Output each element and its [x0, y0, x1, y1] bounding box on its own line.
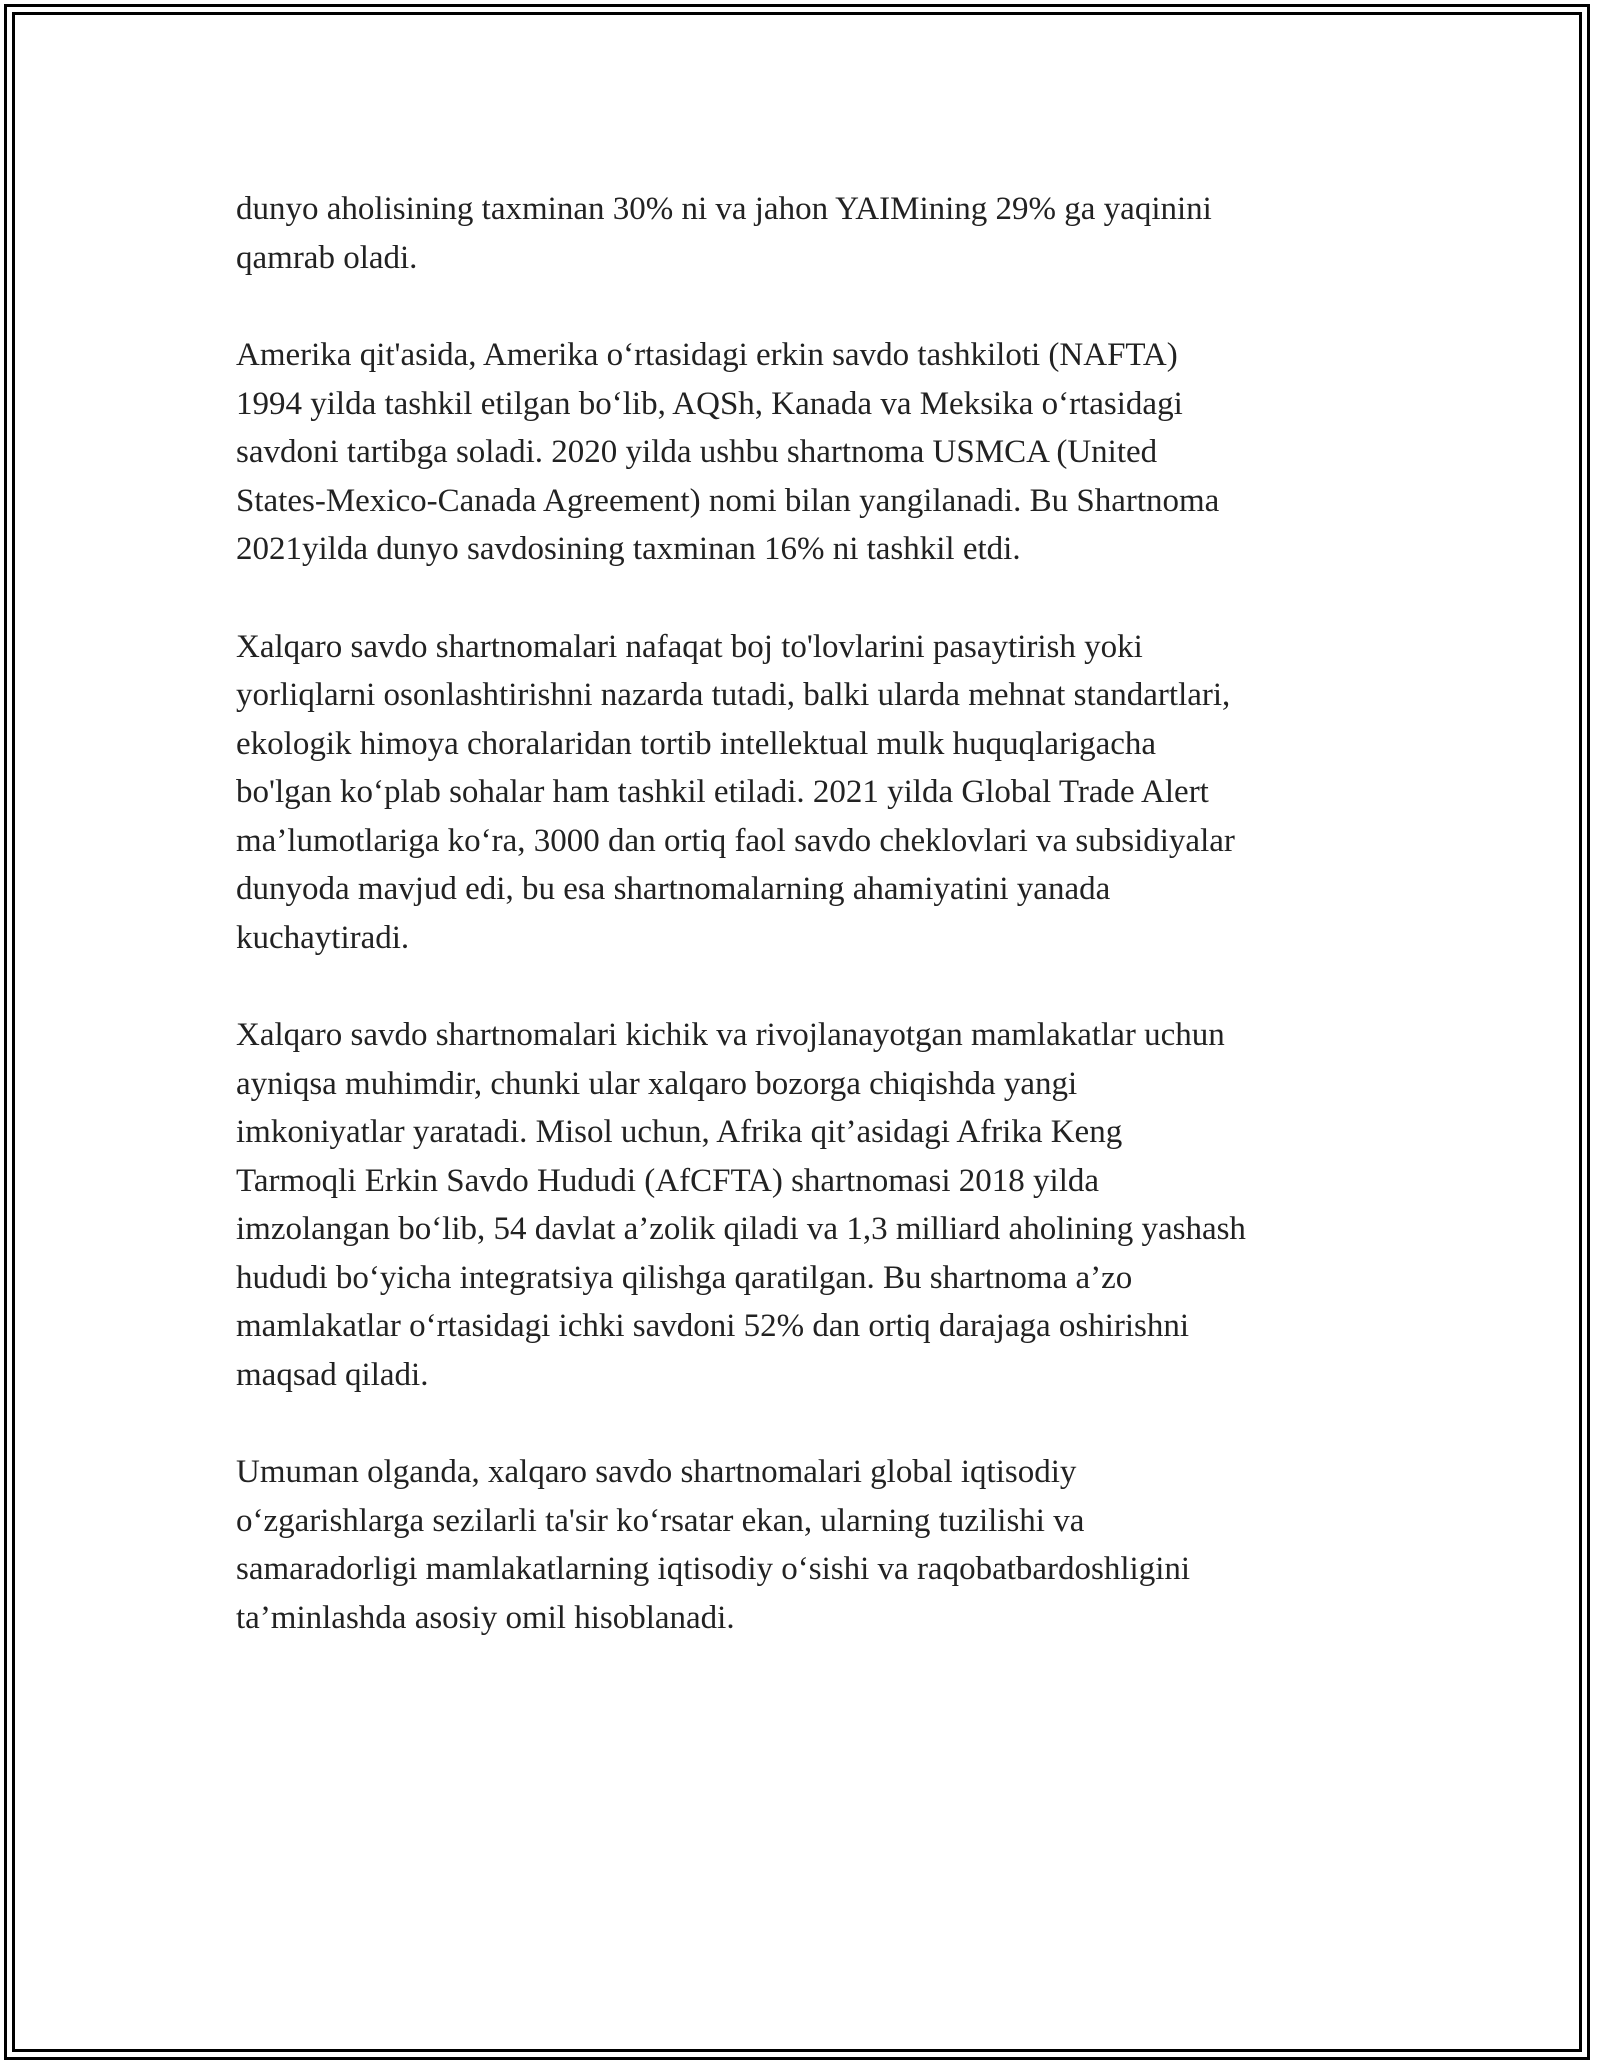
paragraph-line: maqsad qiladi.	[236, 1356, 429, 1393]
paragraph-line: 2021yilda dunyo savdosining taxminan 16% ni tashkil etdi.	[236, 531, 1021, 567]
paragraph-line: ekologik himoya choralaridan tortib intellektual mulk huquqlarigacha	[236, 725, 1157, 762]
paragraph-line: mamlakatlar o‘rtasidagi ichki savdoni 52% dan ortiq darajaga oshirishni	[236, 1308, 1190, 1344]
paragraph-line: imzolangan bo‘lib, 54 davlat a’zolik qiladi va 1,3 milliard aholining yashash	[236, 1211, 1246, 1247]
paragraph-3	[236, 623, 1416, 963]
paragraph-line: imkoniyatlar yaratadi. Misol uchun, Afrika qit’asidagi Afrika Keng	[236, 1114, 1123, 1150]
paragraph-line: ta’minlashda asosiy omil hisoblanadi.	[236, 1599, 735, 1636]
paragraph-line: kuchaytiradi.	[236, 919, 410, 956]
paragraph-line: States-Mexico-Canada Agreement) nomi bilan yangilanadi. Bu Shartnoma	[236, 482, 1220, 519]
paragraph-line: Amerika qit'asida, Amerika o‘rtasidagi erkin savdo tashkiloti (NAFTA)	[236, 337, 1178, 373]
paragraph-line: Tarmoqli Erkin Savdo Hududi (AfCFTA) shartnomasi 2018 yilda	[236, 1162, 1100, 1199]
paragraph-2	[236, 331, 1416, 574]
paragraph-5	[236, 1448, 1416, 1642]
paragraph-line: o‘zgarishlarga sezilarli ta'sir ko‘rsatar ekan, ularning tuzilishi va	[236, 1502, 1085, 1539]
paragraph-line: 1994 yilda tashkil etilgan bo‘lib, AQSh, Kanada va Meksika o‘rtasidagi	[236, 385, 1183, 422]
paragraph-line: samaradorligi mamlakatlarning iqtisodiy o‘sishi va raqobatbardoshligini	[236, 1551, 1191, 1587]
paragraph-1	[236, 185, 1416, 282]
paragraph-line: dunyoda mavjud edi, bu esa shartnomalarning ahamiyatini yanada	[236, 871, 1111, 907]
paragraph-4	[236, 1011, 1416, 1399]
paragraph-line: qamrab oladi.	[236, 239, 418, 276]
paragraph-line: Umuman olganda, xalqaro savdo shartnomalari global iqtisodiy	[236, 1454, 1077, 1490]
paragraph-line: bo'lgan ko‘plab sohalar ham tashkil etiladi. 2021 yilda Global Trade Alert	[236, 774, 1209, 810]
paragraph-line: savdoni tartibga soladi. 2020 yilda ushbu shartnoma USMCA (United	[236, 434, 1158, 470]
paragraph-line: dunyo aholisining taxminan 30% ni va jahon YAIMining 29% ga yaqinini	[236, 191, 1212, 227]
document-body	[236, 185, 1416, 1691]
paragraph-line: hududi bo‘yicha integratsiya qilishga qaratilgan. Bu shartnoma a’zo	[236, 1259, 1133, 1296]
paragraph-line: ma’lumotlariga ko‘ra, 3000 dan ortiq faol savdo cheklovlari va subsidiyalar	[236, 822, 1235, 859]
paragraph-line: ayniqsa muhimdir, chunki ular xalqaro bozorga chiqishda yangi	[236, 1065, 1078, 1102]
paragraph-line: yorliqlarni osonlashtirishni nazarda tutadi, balki ularda mehnat standartlari,	[236, 677, 1231, 713]
paragraph-line: Xalqaro savdo shartnomalari kichik va rivojlanayotgan mamlakatlar uchun	[236, 1017, 1225, 1053]
paragraph-line: Xalqaro savdo shartnomalari nafaqat boj to'lovlarini pasaytirish yoki	[236, 628, 1143, 665]
